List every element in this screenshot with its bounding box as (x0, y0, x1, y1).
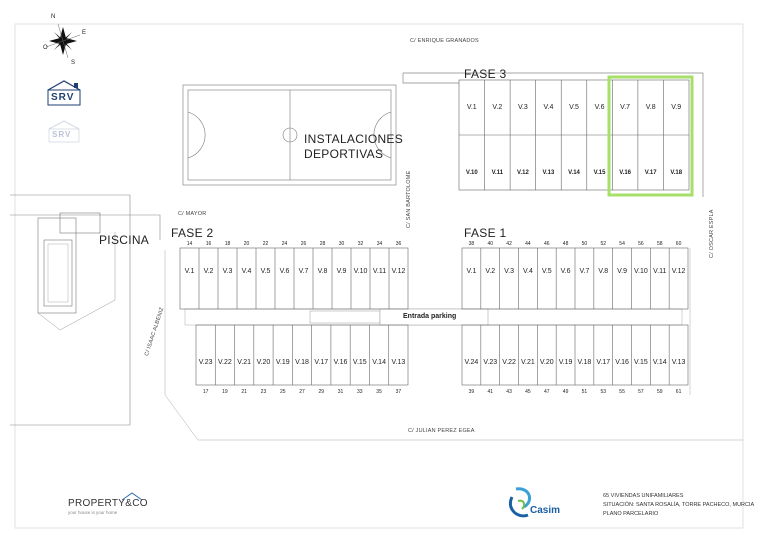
project-line-2: SITUACIÓN: SANTA ROSALÍA, TORRE PACHECO, MURCIA (603, 502, 755, 508)
sheet-frame (15, 24, 743, 528)
fase1-bottom-unit-label: V.19 (558, 359, 573, 366)
fase2-bottom-lot-number: 35 (376, 389, 382, 395)
fase2-bottom-unit-label: V.14 (372, 359, 386, 366)
fase2-bottom-unit-label: V.19 (275, 359, 290, 366)
fase1-top-unit-label: V.10 (634, 268, 648, 275)
fase3-bottom-unit-label: V.17 (644, 170, 657, 176)
fase2-top-lot-number: 20 (243, 241, 250, 247)
fase1-top-unit-label: V.3 (504, 268, 515, 275)
fase2-top-lot-number: 30 (338, 241, 345, 247)
fase2-top-unit-label: V.4 (241, 268, 252, 275)
fase1-top-lot-number: 52 (600, 241, 607, 247)
fase3-bottom-unit-label: V.11 (491, 170, 504, 176)
fase1-top-unit-label: V.2 (485, 268, 496, 275)
street-isaac-albeniz: C/ ISAAC ALBENIZ (144, 306, 166, 357)
pool-label: PISCINA (99, 233, 150, 247)
fase2-top-lot-number: 36 (395, 241, 402, 247)
project-line-1: 65 VIVIENDAS UNIFAMILIARES (603, 493, 684, 499)
fase3-top-unit-label: V.4 (543, 104, 554, 111)
street-oscar-espla: C/ OSCAR ESPLA (709, 209, 715, 258)
fase2-top-lot-number: 34 (376, 241, 383, 247)
fase2-bottom-lot-number: 31 (337, 389, 344, 395)
fase2-bottom-unit-label: V.13 (391, 359, 406, 366)
fase2-top-lot-number: 14 (186, 241, 193, 247)
fase2-top-unit-label: V.10 (353, 268, 368, 275)
fase2-bottom-unit-label: V.16 (333, 359, 348, 366)
fase1-top-lot-number: 48 (562, 241, 569, 247)
fase1-bottom-lot-number: 39 (468, 389, 475, 395)
fase1-top-unit-label: V.5 (541, 268, 552, 275)
sports-label-2: DEPORTIVAS (304, 147, 384, 161)
fase3-bottom-unit-label: V.14 (568, 170, 580, 176)
fase2-top-lot-number: 24 (281, 241, 288, 247)
fase3-top-unit-label: V.8 (645, 104, 656, 111)
street-bottom: C/ JULIAN PEREZ EGEA (408, 428, 475, 434)
fase3-bottom-unit-label: V.16 (619, 170, 632, 176)
fase1-top-unit-label: V.12 (671, 268, 686, 275)
fase1-title: FASE 1 (464, 226, 507, 240)
fase3-top-unit-label: V.1 (466, 104, 477, 111)
fase2-bottom-unit-label: V.18 (295, 359, 309, 366)
fase2-bottom-lot-number: 37 (395, 389, 402, 395)
parking-entrance-label: Entrada parking (403, 313, 457, 320)
fase1-top-lot-number: 60 (675, 241, 682, 247)
fase3-top-unit-label: V.7 (620, 104, 631, 111)
fase1-bottom-unit-label: V.18 (577, 359, 592, 366)
fase2-bottom-unit-label: V.15 (352, 359, 367, 366)
fase1-bottom-unit-label: V.21 (521, 359, 535, 366)
fase1-bottom-lot-number: 59 (656, 389, 663, 395)
fase1-bottom-unit-label: V.23 (483, 359, 498, 366)
fase1-bottom-unit-label: V.17 (596, 359, 611, 366)
fase1-bottom-lot-number: 47 (543, 389, 550, 395)
fase2-top-lot-number: 26 (300, 241, 307, 247)
compass-e-label: E (82, 30, 87, 36)
fase1-top-lot-number: 38 (468, 241, 475, 247)
fase1-top-unit-label: V.8 (598, 268, 609, 275)
fase1-bottom-lot-number: 41 (487, 389, 494, 395)
fase2-top-unit-label: V.9 (336, 268, 347, 275)
fase1-top-unit-label: V.11 (653, 268, 667, 275)
fase2-bottom-unit-label: V.21 (237, 359, 252, 366)
fase2-top-unit-label: V.2 (203, 268, 214, 275)
fase2-top-unit-label: V.11 (372, 268, 387, 275)
fase1-top-unit-label: V.4 (522, 268, 533, 275)
pool-boundary (10, 215, 160, 232)
fase3-top-unit-label: V.5 (569, 104, 579, 111)
compass-s-label: S (71, 60, 76, 66)
fase1-top-unit-label: V.9 (617, 268, 628, 275)
fase3-bottom-unit-label: V.10 (465, 170, 478, 176)
fase1-bottom-lot-number: 57 (638, 389, 644, 395)
fase2-bottom-unit-label: V.20 (256, 359, 271, 366)
fase2-bottom-lot-number: 33 (357, 389, 363, 395)
fase2-bottom-lot-number: 23 (260, 389, 267, 395)
fase1-top-unit-label: V.6 (560, 268, 571, 275)
project-line-3: PLANO PARCELARIO (603, 511, 659, 517)
casim-logo-text: Casim (530, 505, 561, 516)
fase2-bottom-unit-label: V.23 (198, 359, 213, 366)
fase2-bottom-lot-number: 19 (222, 389, 228, 395)
fase1-bottom-lot-number: 55 (619, 389, 625, 395)
fase2-top-unit-label: V.3 (222, 268, 233, 275)
fase1-bottom-lot-number: 53 (600, 389, 607, 395)
fase1-bottom-unit-label: V.13 (671, 359, 686, 366)
fase1-top-lot-number: 54 (619, 241, 625, 247)
fase2-bottom-unit-label: V.17 (314, 359, 329, 366)
fase2-top-lot-number: 16 (205, 241, 212, 247)
fase3-top-unit-label: V.6 (594, 104, 605, 111)
fase1-top-unit-label: V.7 (579, 268, 590, 275)
fase1-top-lot-number: 44 (525, 241, 531, 247)
fase2-top-unit-label: V.6 (279, 268, 290, 275)
fase1-top-lot-number: 58 (656, 241, 663, 247)
street-san-bartolome: C/ SAN BARTOLOME (406, 170, 412, 228)
site-boundary-top (403, 73, 459, 83)
fase1-bottom-unit-label: V.14 (652, 359, 667, 366)
fase1-bottom-unit-label: V.15 (634, 359, 648, 366)
compass-n-label: N (51, 14, 56, 20)
street-top: C/ ENRIQUE GRANADOS (410, 38, 479, 44)
fase1-bottom-unit-label: V.20 (539, 359, 554, 366)
fase2-top-lot-number: 32 (357, 241, 364, 247)
fase3-highlight-box (609, 77, 692, 195)
compass-o-label: O (43, 45, 48, 51)
srv-logo-text: SRV (51, 92, 75, 103)
fase1-bottom-unit-label: V.24 (464, 359, 479, 366)
property-tagline: your house is your home (68, 510, 118, 515)
fase2-bottom-lot-number: 17 (202, 389, 209, 395)
fase2-title: FASE 2 (171, 226, 214, 240)
street-mayor: C/ MAYOR (178, 211, 207, 217)
fase2-top-lot-number: 18 (224, 241, 231, 247)
property-logo-text: PROPERTY&CO (68, 498, 148, 509)
fase1-top-lot-number: 46 (543, 241, 550, 247)
fase2-top-unit-label: V.5 (260, 268, 271, 275)
fase3-bottom-unit-label: V.13 (542, 170, 555, 176)
fase3-bottom-unit-label: V.15 (593, 170, 606, 176)
pool-area (38, 213, 115, 330)
sports-label-1: INSTALACIONES (304, 132, 404, 146)
fase1-bottom-lot-number: 49 (562, 389, 569, 395)
fase2-bottom-lot-number: 29 (318, 389, 325, 395)
fase1-top-lot-number: 50 (581, 241, 588, 247)
fase2-block-bottom (196, 325, 408, 385)
fase2-bottom-unit-label: V.22 (218, 359, 232, 366)
fase3-bottom-unit-label: V.12 (516, 170, 529, 176)
fase1-bottom-lot-number: 61 (675, 389, 682, 395)
fase2-bottom-lot-number: 21 (241, 389, 247, 395)
fase3-title: FASE 3 (464, 67, 507, 81)
fase1-bottom-lot-number: 51 (581, 389, 588, 395)
fase2-bottom-lot-number: 25 (279, 389, 286, 395)
casim-logo-icon (510, 489, 529, 516)
fase3-bottom-unit-label: V.18 (670, 170, 683, 176)
compass-rose-icon (46, 24, 80, 58)
fase2-top-lot-number: 28 (319, 241, 326, 247)
fase3-top-unit-label: V.9 (671, 104, 682, 111)
fase1-bottom-unit-label: V.22 (502, 359, 516, 366)
fase1-top-lot-number: 40 (487, 241, 494, 247)
fase2-bottom-lot-number: 27 (299, 389, 305, 395)
fase1-top-unit-label: V.1 (466, 268, 477, 275)
fase2-top-unit-label: V.1 (184, 268, 195, 275)
fase1-top-lot-number: 56 (638, 241, 644, 247)
fase1-bottom-unit-label: V.16 (615, 359, 629, 366)
fase2-top-lot-number: 22 (262, 241, 269, 247)
fase2-top-unit-label: V.7 (298, 268, 309, 275)
fase3-top-unit-label: V.3 (517, 104, 528, 111)
fase3-top-unit-label: V.2 (492, 104, 503, 111)
fase1-top-lot-number: 42 (506, 241, 512, 247)
fase2-top-unit-label: V.12 (391, 268, 406, 275)
fase2-top-unit-label: V.8 (317, 268, 328, 275)
srv-faded-logo-text: SRV (52, 130, 72, 139)
fase1-bottom-lot-number: 45 (525, 389, 531, 395)
fase1-bottom-lot-number: 43 (506, 389, 512, 395)
